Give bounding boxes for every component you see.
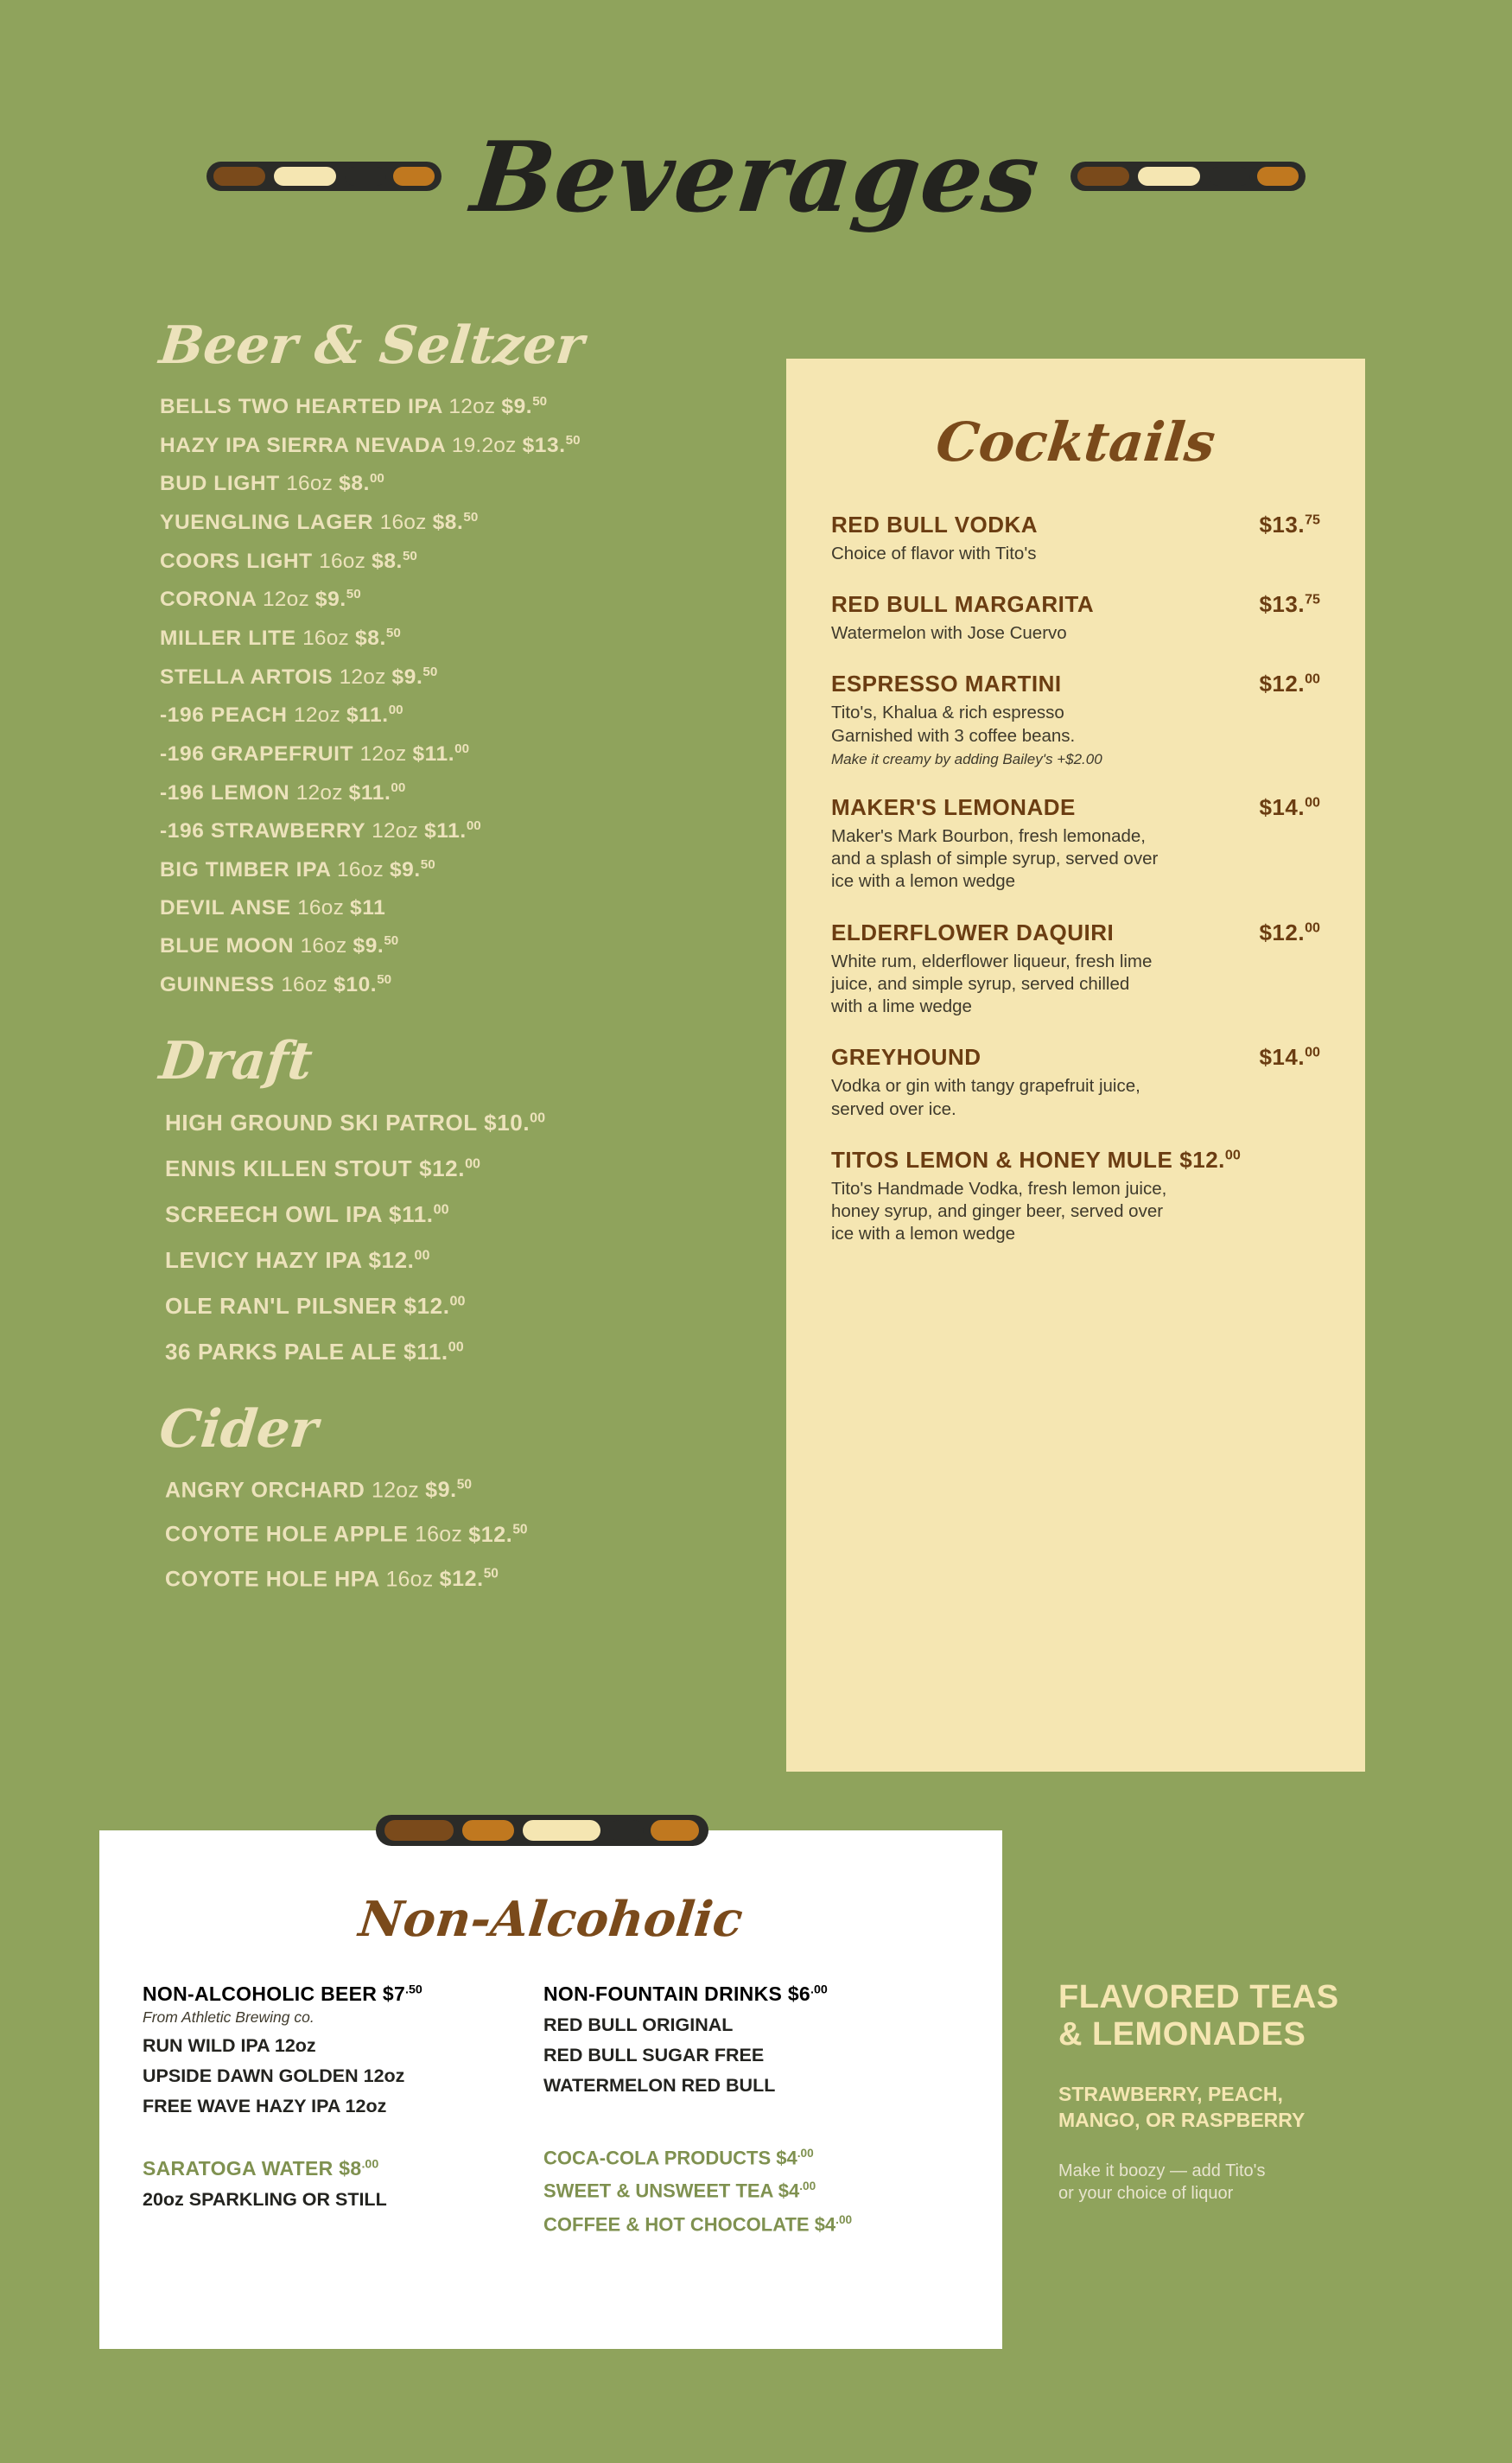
cocktails-heading: Cocktails: [933, 410, 1218, 474]
item-price: $8.50: [355, 625, 401, 651]
item-price: $8.50: [372, 548, 417, 573]
item-name: -196 STRAWBERRY: [160, 819, 372, 843]
item-price-cents: 50: [384, 933, 399, 949]
list-item: SWEET & UNSWEET TEA $\$4^{.00}$: [543, 2180, 816, 2202]
item-size: 16oz: [385, 1566, 440, 1591]
item-size: 12oz: [262, 588, 315, 612]
item-price: $11.00: [346, 703, 403, 728]
cocktail-item: [786, 671, 1365, 767]
item-price-cents: 50: [463, 509, 479, 525]
item-name: 36 PARKS PALE ALE: [165, 1338, 404, 1365]
item-size: 12oz: [371, 1478, 426, 1503]
item-price: $9.50: [353, 933, 399, 958]
item-name: STELLA ARTOIS: [160, 665, 340, 689]
item-price-cents: .00: [835, 2212, 853, 2226]
cocktail-note: Make it creamy by adding Bailey's +$2.00: [831, 750, 1102, 767]
item-price-cents: 50: [346, 587, 361, 602]
item-price: $10.00: [484, 1109, 546, 1136]
cocktail-item: [786, 920, 1365, 1019]
item-price: $9.50: [425, 1477, 472, 1503]
list-item: [160, 972, 765, 997]
list-item: [160, 1339, 765, 1365]
list-item: [160, 818, 765, 843]
item-name: BIG TIMBER IPA: [160, 858, 337, 882]
item-name: COORS LIGHT: [160, 549, 320, 573]
item-price: $12.00: [368, 1246, 430, 1273]
item-name: SCREECH OWL IPA: [165, 1200, 390, 1227]
na-drinks-heading: NON-FOUNTAIN DRINKS $\$6^{.00}$: [543, 1982, 828, 2005]
list-item: [160, 741, 765, 767]
item-price-cents: 50: [483, 1566, 499, 1582]
item-name: DEVIL ANSE: [160, 895, 298, 920]
list-item: [160, 471, 765, 496]
item-price-cents: 50: [377, 971, 392, 987]
cocktail-name: ESPRESSO MARTINI: [831, 671, 1062, 697]
teas-title: [1058, 1979, 1430, 2052]
item-price-cents: 00: [391, 780, 406, 795]
item-price: $12.50: [468, 1522, 528, 1547]
left-column: [156, 315, 765, 1611]
cocktail-head: [831, 1147, 1320, 1174]
item-name: YUENGLING LAGER: [160, 511, 380, 535]
page-title: Beverages: [467, 121, 1045, 234]
item-price: $8.50: [432, 509, 479, 535]
list-item: [160, 1567, 765, 1592]
cocktail-name: RED BULL MARGARITA: [831, 591, 1095, 618]
cocktail-description: Watermelon with Jose Cuervo: [831, 623, 1067, 644]
item-size: 16oz: [302, 627, 356, 651]
stripe-pill-icon: [206, 162, 442, 191]
list-item: [160, 1247, 765, 1274]
cocktail-head: [831, 591, 1320, 618]
item-price: $9.50: [314, 587, 361, 612]
stripe-pill-icon: [1070, 162, 1306, 191]
item-name: ENNIS KILLEN STOUT: [165, 1155, 420, 1181]
item-price-cents: 50: [512, 1522, 528, 1537]
item-price: $8.00: [339, 471, 384, 496]
item-price-cents: 50: [385, 625, 401, 640]
item-name: -196 LEMON: [160, 780, 296, 805]
cocktail-price-cents: 00: [1305, 1044, 1320, 1060]
non-alcoholic-heading: Non-Alcoholic: [356, 1891, 746, 1948]
item-size: 12oz: [295, 780, 349, 805]
item-price: $11.00: [403, 1338, 464, 1365]
list-item: WATERMELON RED BULL: [543, 2075, 776, 2096]
teas-title-line1: FLAVORED TEAS: [1058, 1979, 1339, 2015]
decorative-pill-right: [1070, 162, 1306, 195]
cocktail-description: Choice of flavor with Tito's: [831, 544, 1037, 563]
item-size: 16oz: [281, 972, 334, 996]
item-name: OLE RAN'L PILSNER: [165, 1292, 404, 1319]
list-item: COFFEE & HOT CHOCOLATE $\$4^{.00}$: [543, 2212, 853, 2235]
cocktails-list: [786, 512, 1365, 1246]
item-price: $12.00: [403, 1292, 466, 1319]
cocktail-price-cents: 75: [1305, 512, 1320, 528]
cocktail-head: [831, 794, 1320, 821]
item-name: LEVICY HAZY IPA: [165, 1246, 369, 1273]
item-name: MILLER LITE: [160, 627, 303, 651]
item-price: $11.00: [389, 1200, 449, 1227]
item-price-cents: 50: [420, 856, 435, 872]
item-size: 16oz: [337, 858, 390, 882]
list-item: [160, 510, 765, 535]
item-price: $13.50: [522, 432, 581, 457]
item-price-cents: 00: [369, 471, 384, 487]
cocktail-price: $13.75: [1259, 512, 1320, 538]
list-item: FREE WAVE HAZY IPA 12oz: [143, 2096, 387, 2116]
item-name: BELLS TWO HEARTED IPA: [160, 395, 449, 419]
item-size: 12oz: [359, 742, 413, 767]
na-beer-subtitle: From Athletic Brewing co.: [143, 2008, 314, 2026]
cocktail-item: [786, 1147, 1365, 1246]
list-item: [160, 1155, 765, 1182]
cocktail-name: ELDERFLOWER DAQUIRI: [831, 919, 1115, 945]
non-alcoholic-left-column: [143, 1982, 523, 2236]
na-beer-cents: .50: [405, 1982, 422, 1997]
item-name: COYOTE HOLE HPA: [165, 1566, 386, 1591]
cocktail-name: MAKER'S LEMONADE: [831, 793, 1076, 820]
cocktail-price-cents: 75: [1305, 591, 1320, 608]
item-size: 12oz: [372, 819, 425, 843]
list-item: [160, 1478, 765, 1503]
cocktail-price-cents: 00: [1305, 919, 1320, 935]
flavored-teas-section: [1058, 1979, 1430, 2205]
item-price: $9.50: [501, 394, 548, 419]
decorative-pill-bottom: [376, 1815, 708, 1850]
list-item: RED BULL SUGAR FREE: [543, 2045, 765, 2065]
cocktail-head: [831, 920, 1320, 946]
cocktail-description: Tito's, Khalua & rich espresso Garnished with 3 coffee beans.: [831, 703, 1076, 746]
item-price-cents: 50: [422, 664, 438, 679]
item-name: -196 PEACH: [160, 703, 295, 728]
item-size: 16oz: [297, 895, 351, 920]
decorative-pill-left: [206, 162, 442, 195]
na-olive-items: [543, 2147, 958, 2236]
item-size: 16oz: [415, 1522, 469, 1547]
item-name: ANGRY ORCHARD: [165, 1478, 372, 1503]
item-name: BLUE MOON: [160, 934, 301, 958]
item-price-cents: 50: [402, 548, 417, 563]
na-water-cents: .00: [361, 2157, 379, 2172]
na-water-item: 20oz SPARKLING OR STILL: [143, 2189, 387, 2210]
cocktail-description: Tito's Handmade Vodka, fresh lemon juice, honey syrup, and ginger beer, served over ice with a lemon wedge: [831, 1178, 1167, 1244]
list-item: [160, 394, 765, 419]
cider-list: [160, 1478, 765, 1592]
item-price-cents: 00: [454, 741, 470, 756]
non-alcoholic-right-column: [543, 1982, 958, 2236]
list-item: [160, 433, 765, 458]
item-size: 12oz: [448, 395, 502, 419]
item-size: 16oz: [319, 549, 372, 573]
cocktail-description: Maker's Mark Bourbon, fresh lemonade, and a splash of simple syrup, served over ice with a lemon wedge: [831, 825, 1159, 892]
cocktail-item: [786, 512, 1365, 565]
page-header: [0, 121, 1512, 234]
cocktail-head: [831, 512, 1320, 538]
item-size: 16oz: [300, 934, 353, 958]
na-water-heading: SARATOGA WATER $\$8^{.00}$: [143, 2157, 379, 2180]
spacer: [143, 2117, 523, 2157]
item-name: HIGH GROUND SKI PATROL: [165, 1109, 485, 1136]
list-item: UPSIDE DAWN GOLDEN 12oz: [143, 2065, 405, 2086]
cocktail-name: TITOS LEMON & HONEY MULE: [831, 1146, 1173, 1173]
cocktail-item: [786, 1044, 1365, 1120]
na-beer-heading: NON-ALCOHOLIC BEER $\$7^{.50}$: [143, 1982, 422, 2005]
item-price-cents: 00: [466, 818, 481, 834]
item-price-cents: 00: [433, 1201, 449, 1218]
item-price-cents: .00: [799, 2180, 816, 2193]
cider-section-heading: Cider: [156, 1398, 321, 1460]
list-item: [160, 1201, 765, 1228]
cocktail-price: $12.00: [1259, 671, 1320, 697]
na-drinks-items: [543, 2014, 958, 2097]
list-item: [160, 587, 765, 612]
draft-list: [160, 1110, 765, 1365]
list-item: [160, 626, 765, 651]
list-item: [160, 665, 765, 690]
na-beer-items: [143, 2035, 523, 2117]
item-size: 16oz: [379, 511, 433, 535]
item-price-cents: 50: [565, 432, 581, 448]
item-name: HAZY IPA SIERRA NEVADA: [160, 433, 452, 457]
cocktail-head: [831, 1044, 1320, 1071]
item-price-cents: 00: [530, 1110, 546, 1126]
item-price-cents: 00: [449, 1293, 466, 1309]
cocktail-price-cents: 00: [1305, 671, 1320, 687]
list-item: [160, 1522, 765, 1547]
cocktail-name: GREYHOUND: [831, 1044, 982, 1071]
item-name: -196 GRAPEFRUIT: [160, 742, 360, 767]
non-alcoholic-card: [99, 1830, 1002, 2349]
list-item: [160, 703, 765, 728]
list-item: [160, 857, 765, 882]
item-size: 16oz: [286, 472, 340, 496]
cocktail-price: $12.00: [1259, 919, 1320, 945]
item-price: $11.00: [348, 780, 406, 805]
list-item: [160, 780, 765, 805]
list-item: RUN WILD IPA 12oz: [143, 2035, 316, 2056]
item-price: $11.00: [424, 818, 481, 843]
item-price-cents: 50: [532, 394, 548, 409]
item-name: COYOTE HOLE APPLE: [165, 1522, 416, 1547]
item-size: 19.2oz: [451, 433, 523, 457]
cocktail-price: $13.75: [1259, 591, 1320, 618]
list-item: [160, 933, 765, 958]
item-price: $12.00: [419, 1155, 480, 1181]
item-name: GUINNESS: [160, 972, 282, 996]
list-item: COCA-COLA PRODUCTS $\$4^{.00}$: [543, 2147, 814, 2169]
beer-section-heading: Beer & Seltzer: [156, 315, 588, 376]
item-price-cents: .00: [797, 2147, 814, 2160]
cocktail-price-cents: 00: [1305, 794, 1320, 811]
cocktail-head: [831, 671, 1320, 697]
cocktail-price: $12.00: [1179, 1146, 1241, 1173]
cocktail-name: RED BULL VODKA: [831, 512, 1039, 538]
item-price-cents: 50: [456, 1477, 472, 1492]
spacer: [543, 2097, 958, 2136]
item-name: CORONA: [160, 588, 263, 612]
item-price-cents: 00: [388, 703, 403, 718]
list-item: [160, 1293, 765, 1320]
cocktail-price: $14.00: [1259, 1044, 1320, 1071]
cocktail-description: Vodka or gin with tangy grapefruit juice, served over ice.: [831, 1076, 1140, 1119]
item-price: $9.50: [389, 856, 435, 882]
teas-note: Make it boozy — add Tito's or your choice of liquor: [1058, 2161, 1266, 2203]
item-price-cents: 00: [414, 1247, 430, 1263]
stripe-pill-icon: [376, 1815, 708, 1846]
item-price: $9.50: [391, 664, 438, 689]
teas-title-line2: & LEMONADES: [1058, 2015, 1306, 2052]
item-price-cents: 00: [448, 1339, 464, 1355]
list-item: [160, 549, 765, 574]
list-item: RED BULL ORIGINAL: [543, 2014, 734, 2035]
cocktail-item: [786, 794, 1365, 894]
item-price: $11: [350, 895, 386, 920]
cocktail-item: [786, 591, 1365, 645]
item-size: 12oz: [294, 703, 346, 728]
item-price: $12.50: [439, 1566, 499, 1591]
item-price: $10.50: [334, 971, 392, 996]
item-price: $11.00: [412, 741, 470, 767]
draft-section-heading: Draft: [156, 1030, 315, 1091]
cocktails-panel: [786, 359, 1365, 1772]
item-size: 12oz: [339, 665, 392, 689]
list-item: [160, 1110, 765, 1136]
cocktail-description: White rum, elderflower liqueur, fresh lime juice, and simple syrup, served chilled with a lime wedge: [831, 951, 1153, 1017]
item-name: BUD LIGHT: [160, 472, 287, 496]
beer-list: [160, 394, 765, 997]
teas-flavors: STRAWBERRY, PEACH, MANGO, OR RASPBERRY: [1058, 2083, 1306, 2131]
cocktail-price-cents: 00: [1224, 1147, 1241, 1163]
na-drinks-cents: .00: [810, 1982, 828, 1997]
cocktail-price: $14.00: [1259, 793, 1320, 820]
item-price-cents: 00: [465, 1155, 480, 1172]
list-item: [160, 896, 765, 920]
